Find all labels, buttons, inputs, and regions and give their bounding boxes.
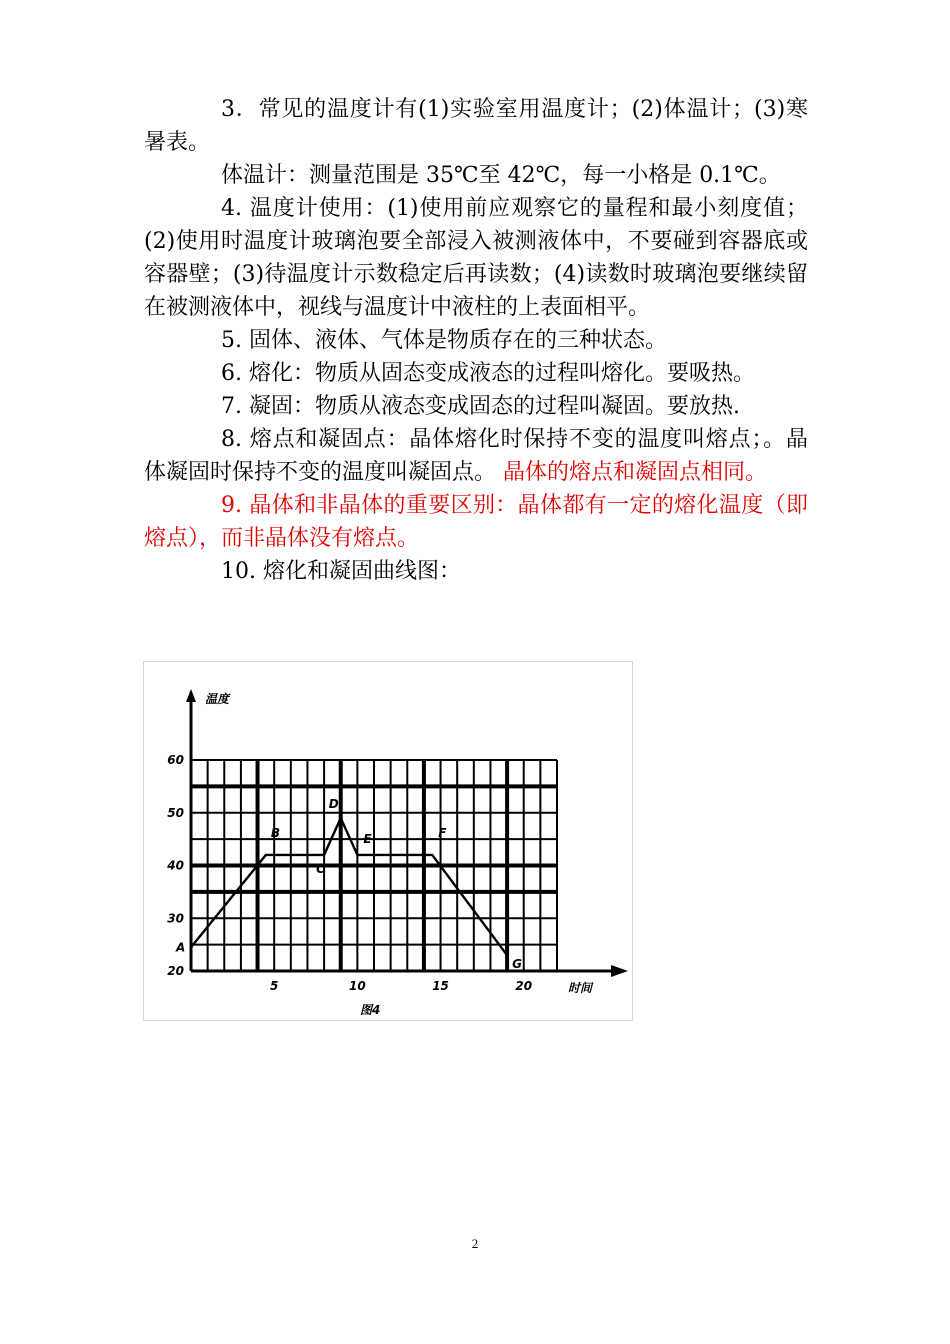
y-tick-label: 50	[167, 805, 184, 820]
paragraph-text: 7. 凝固：物质从液态变成固态的过程叫凝固。要放热.	[221, 394, 740, 419]
paragraph-text: 5. 固体、液体、气体是物质存在的三种状态。	[221, 328, 667, 353]
highlighted-text: 9. 晶体和非晶体的重要区别：晶体都有一定的熔化温度（即熔点），而非晶体没有熔点。	[144, 493, 808, 551]
paragraph-text: 8. 熔点和凝固点：晶体熔化时保持不变的温度叫熔点；。晶体凝固时保持不变的温度叫凝固点。	[144, 427, 808, 485]
paragraph	[144, 390, 808, 423]
paragraph-text: 6. 熔化：物质从固态变成液态的过程叫熔化。要吸热。	[221, 361, 755, 386]
y-tick-label: 40	[167, 858, 184, 873]
y-tick-label: 60	[167, 753, 184, 767]
x-axis-arrow	[611, 965, 628, 977]
paragraph	[144, 93, 808, 159]
point-label-g: G	[512, 957, 522, 972]
x-tick-label: 10	[349, 979, 366, 993]
text-block	[144, 93, 808, 588]
paragraph	[144, 423, 808, 489]
y-axis-label: 温度	[205, 692, 230, 706]
point-label-d: D	[328, 797, 339, 812]
paragraph	[144, 324, 808, 357]
page-number: 2	[471, 1236, 479, 1251]
paragraph-text: 4. 温度计使用：(1)使用前应观察它的量程和最小刻度值；(2)使用时温度计玻璃泡要全部浸入被测液体中，不要碰到容器底或容器壁；(3)待温度计示数稳定后再读数；(4)读数时玻璃泡要继续留在被测液体中，视线与温度计中液柱的上表面相平。	[144, 196, 808, 320]
paragraph	[144, 192, 808, 324]
paragraph-text: 体温计：测量范围是 35℃至 42℃，每一小格是 0.1℃。	[221, 163, 781, 188]
x-tick-label: 5	[270, 979, 279, 993]
paragraph-text: 10. 熔化和凝固曲线图：	[221, 559, 461, 584]
paragraph-text: 3．常见的温度计有(1)实验室用温度计；(2)体温计；(3)寒暑表。	[144, 97, 808, 155]
y-axis-arrow	[186, 689, 196, 702]
chart-svg	[144, 662, 632, 1020]
x-tick-label: 15	[432, 979, 449, 993]
x-axis-label: 时间	[568, 981, 593, 995]
x-tick-label: 20	[515, 979, 533, 993]
melting-solidification-chart	[143, 661, 633, 1021]
point-label-c: C	[316, 861, 325, 876]
highlighted-text: 晶体的熔点和凝固点相同。	[503, 460, 768, 485]
point-label-a: A	[176, 940, 186, 955]
y-tick-label: 30	[167, 911, 184, 926]
y-tick-label: 20	[167, 964, 184, 978]
point-label-b: B	[270, 825, 281, 840]
paragraph	[144, 357, 808, 390]
paragraph	[144, 159, 808, 192]
paragraph	[144, 489, 808, 555]
figure-caption: 图4	[360, 1003, 381, 1017]
paragraph	[144, 555, 808, 588]
point-label-f: F	[438, 825, 447, 840]
point-label-e: E	[363, 831, 372, 846]
